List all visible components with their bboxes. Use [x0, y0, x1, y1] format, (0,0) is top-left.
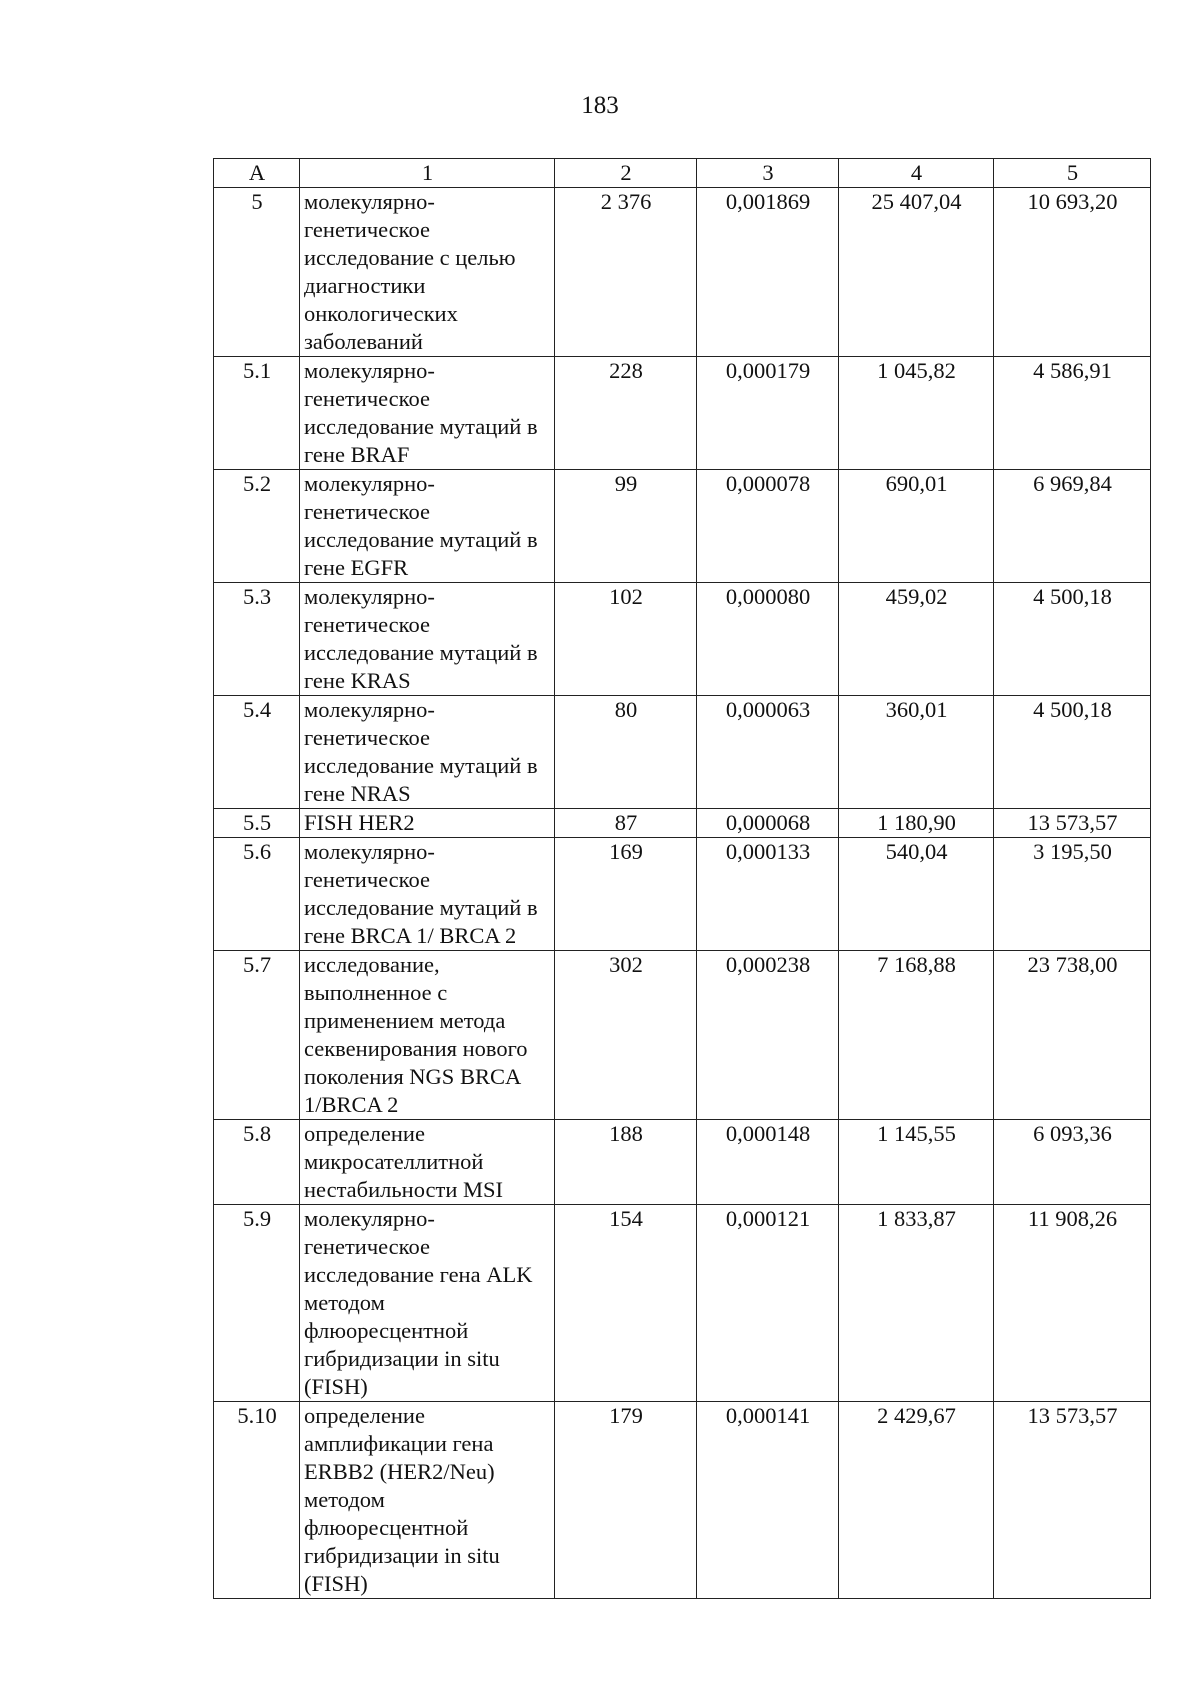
cell-col-4: 1 180,90: [839, 809, 994, 838]
cell-col-5: 11 908,26: [994, 1205, 1151, 1402]
cell-col-3: 0,000080: [697, 583, 839, 696]
service-name: молекулярно-генетическое исследование с целью диагностики онкологических заболеваний: [300, 188, 555, 357]
row-number: 5.4: [214, 696, 300, 809]
cell-col-5: 13 573,57: [994, 809, 1151, 838]
table-row: [214, 809, 1151, 838]
header-row: [214, 159, 1151, 188]
page-number: 183: [581, 92, 619, 119]
service-name: молекулярно-генетическое исследование гена ALK методом флюоресцентной гибридизации in situ (FISH): [300, 1205, 555, 1402]
cell-col-5: 4 500,18: [994, 583, 1151, 696]
row-number: 5.6: [214, 838, 300, 951]
cell-col-3: 0,000238: [697, 951, 839, 1120]
cell-col-2: 169: [555, 838, 697, 951]
table-row: [214, 357, 1151, 470]
cell-col-3: 0,000121: [697, 1205, 839, 1402]
service-name: исследование, выполненное с применением метода секвенирования нового поколения NGS BRCA 1/BRCA 2: [300, 951, 555, 1120]
row-number: 5.9: [214, 1205, 300, 1402]
cell-col-5: 10 693,20: [994, 188, 1151, 357]
cell-col-2: 2 376: [555, 188, 697, 357]
table-row: [214, 188, 1151, 357]
cell-col-2: 99: [555, 470, 697, 583]
column-header-3: 3: [697, 159, 839, 188]
service-name: определение микросателлитной нестабильности MSI: [300, 1120, 555, 1205]
data-table: [213, 158, 1151, 1599]
column-header-4: 4: [839, 159, 994, 188]
cell-col-3: 0,000063: [697, 696, 839, 809]
cell-col-3: 0,000133: [697, 838, 839, 951]
cell-col-4: 7 168,88: [839, 951, 994, 1120]
cell-col-2: 102: [555, 583, 697, 696]
cell-col-4: 360,01: [839, 696, 994, 809]
column-header-2: 2: [555, 159, 697, 188]
cell-col-5: 6 093,36: [994, 1120, 1151, 1205]
cell-col-3: 0,000078: [697, 470, 839, 583]
row-number: 5.3: [214, 583, 300, 696]
cell-col-2: 228: [555, 357, 697, 470]
service-name: молекулярно-генетическое исследование мутаций в гене KRAS: [300, 583, 555, 696]
table-row: [214, 696, 1151, 809]
row-number: 5.2: [214, 470, 300, 583]
service-name: FISH HER2: [300, 809, 555, 838]
cell-col-4: 1 145,55: [839, 1120, 994, 1205]
cell-col-4: 1 833,87: [839, 1205, 994, 1402]
cell-col-3: 0,000148: [697, 1120, 839, 1205]
row-number: 5.1: [214, 357, 300, 470]
cell-col-4: 540,04: [839, 838, 994, 951]
table-row: [214, 1402, 1151, 1599]
cell-col-4: 25 407,04: [839, 188, 994, 357]
service-name: определение амплификации гена ERBB2 (HER2/Neu) методом флюоресцентной гибридизации in situ (FISH): [300, 1402, 555, 1599]
row-number: 5.8: [214, 1120, 300, 1205]
service-name: молекулярно-генетическое исследование мутаций в гене EGFR: [300, 470, 555, 583]
cell-col-3: 0,000141: [697, 1402, 839, 1599]
service-name: молекулярно-генетическое исследование мутаций в гене BRCA 1/ BRCA 2: [300, 838, 555, 951]
cell-col-2: 80: [555, 696, 697, 809]
table-row: [214, 951, 1151, 1120]
cell-col-5: 6 969,84: [994, 470, 1151, 583]
cell-col-2: 188: [555, 1120, 697, 1205]
cell-col-3: 0,000179: [697, 357, 839, 470]
cell-col-4: 459,02: [839, 583, 994, 696]
table-row: [214, 583, 1151, 696]
table-row: [214, 838, 1151, 951]
cell-col-2: 179: [555, 1402, 697, 1599]
row-number: 5.5: [214, 809, 300, 838]
cell-col-5: 13 573,57: [994, 1402, 1151, 1599]
cell-col-4: 2 429,67: [839, 1402, 994, 1599]
column-header-a: А: [214, 159, 300, 188]
column-header-1: 1: [300, 159, 555, 188]
cell-col-5: 4 500,18: [994, 696, 1151, 809]
service-name: молекулярно-генетическое исследование мутаций в гене NRAS: [300, 696, 555, 809]
row-number: 5.10: [214, 1402, 300, 1599]
row-number: 5.7: [214, 951, 300, 1120]
cell-col-2: 302: [555, 951, 697, 1120]
cell-col-4: 690,01: [839, 470, 994, 583]
cell-col-5: 3 195,50: [994, 838, 1151, 951]
cell-col-5: 4 586,91: [994, 357, 1151, 470]
cell-col-3: 0,001869: [697, 188, 839, 357]
cell-col-4: 1 045,82: [839, 357, 994, 470]
cell-col-5: 23 738,00: [994, 951, 1151, 1120]
table-row: [214, 470, 1151, 583]
cell-col-2: 87: [555, 809, 697, 838]
service-name: молекулярно-генетическое исследование мутаций в гене BRAF: [300, 357, 555, 470]
table-row: [214, 1205, 1151, 1402]
column-header-5: 5: [994, 159, 1151, 188]
row-number: 5: [214, 188, 300, 357]
cell-col-2: 154: [555, 1205, 697, 1402]
table-row: [214, 1120, 1151, 1205]
cell-col-3: 0,000068: [697, 809, 839, 838]
